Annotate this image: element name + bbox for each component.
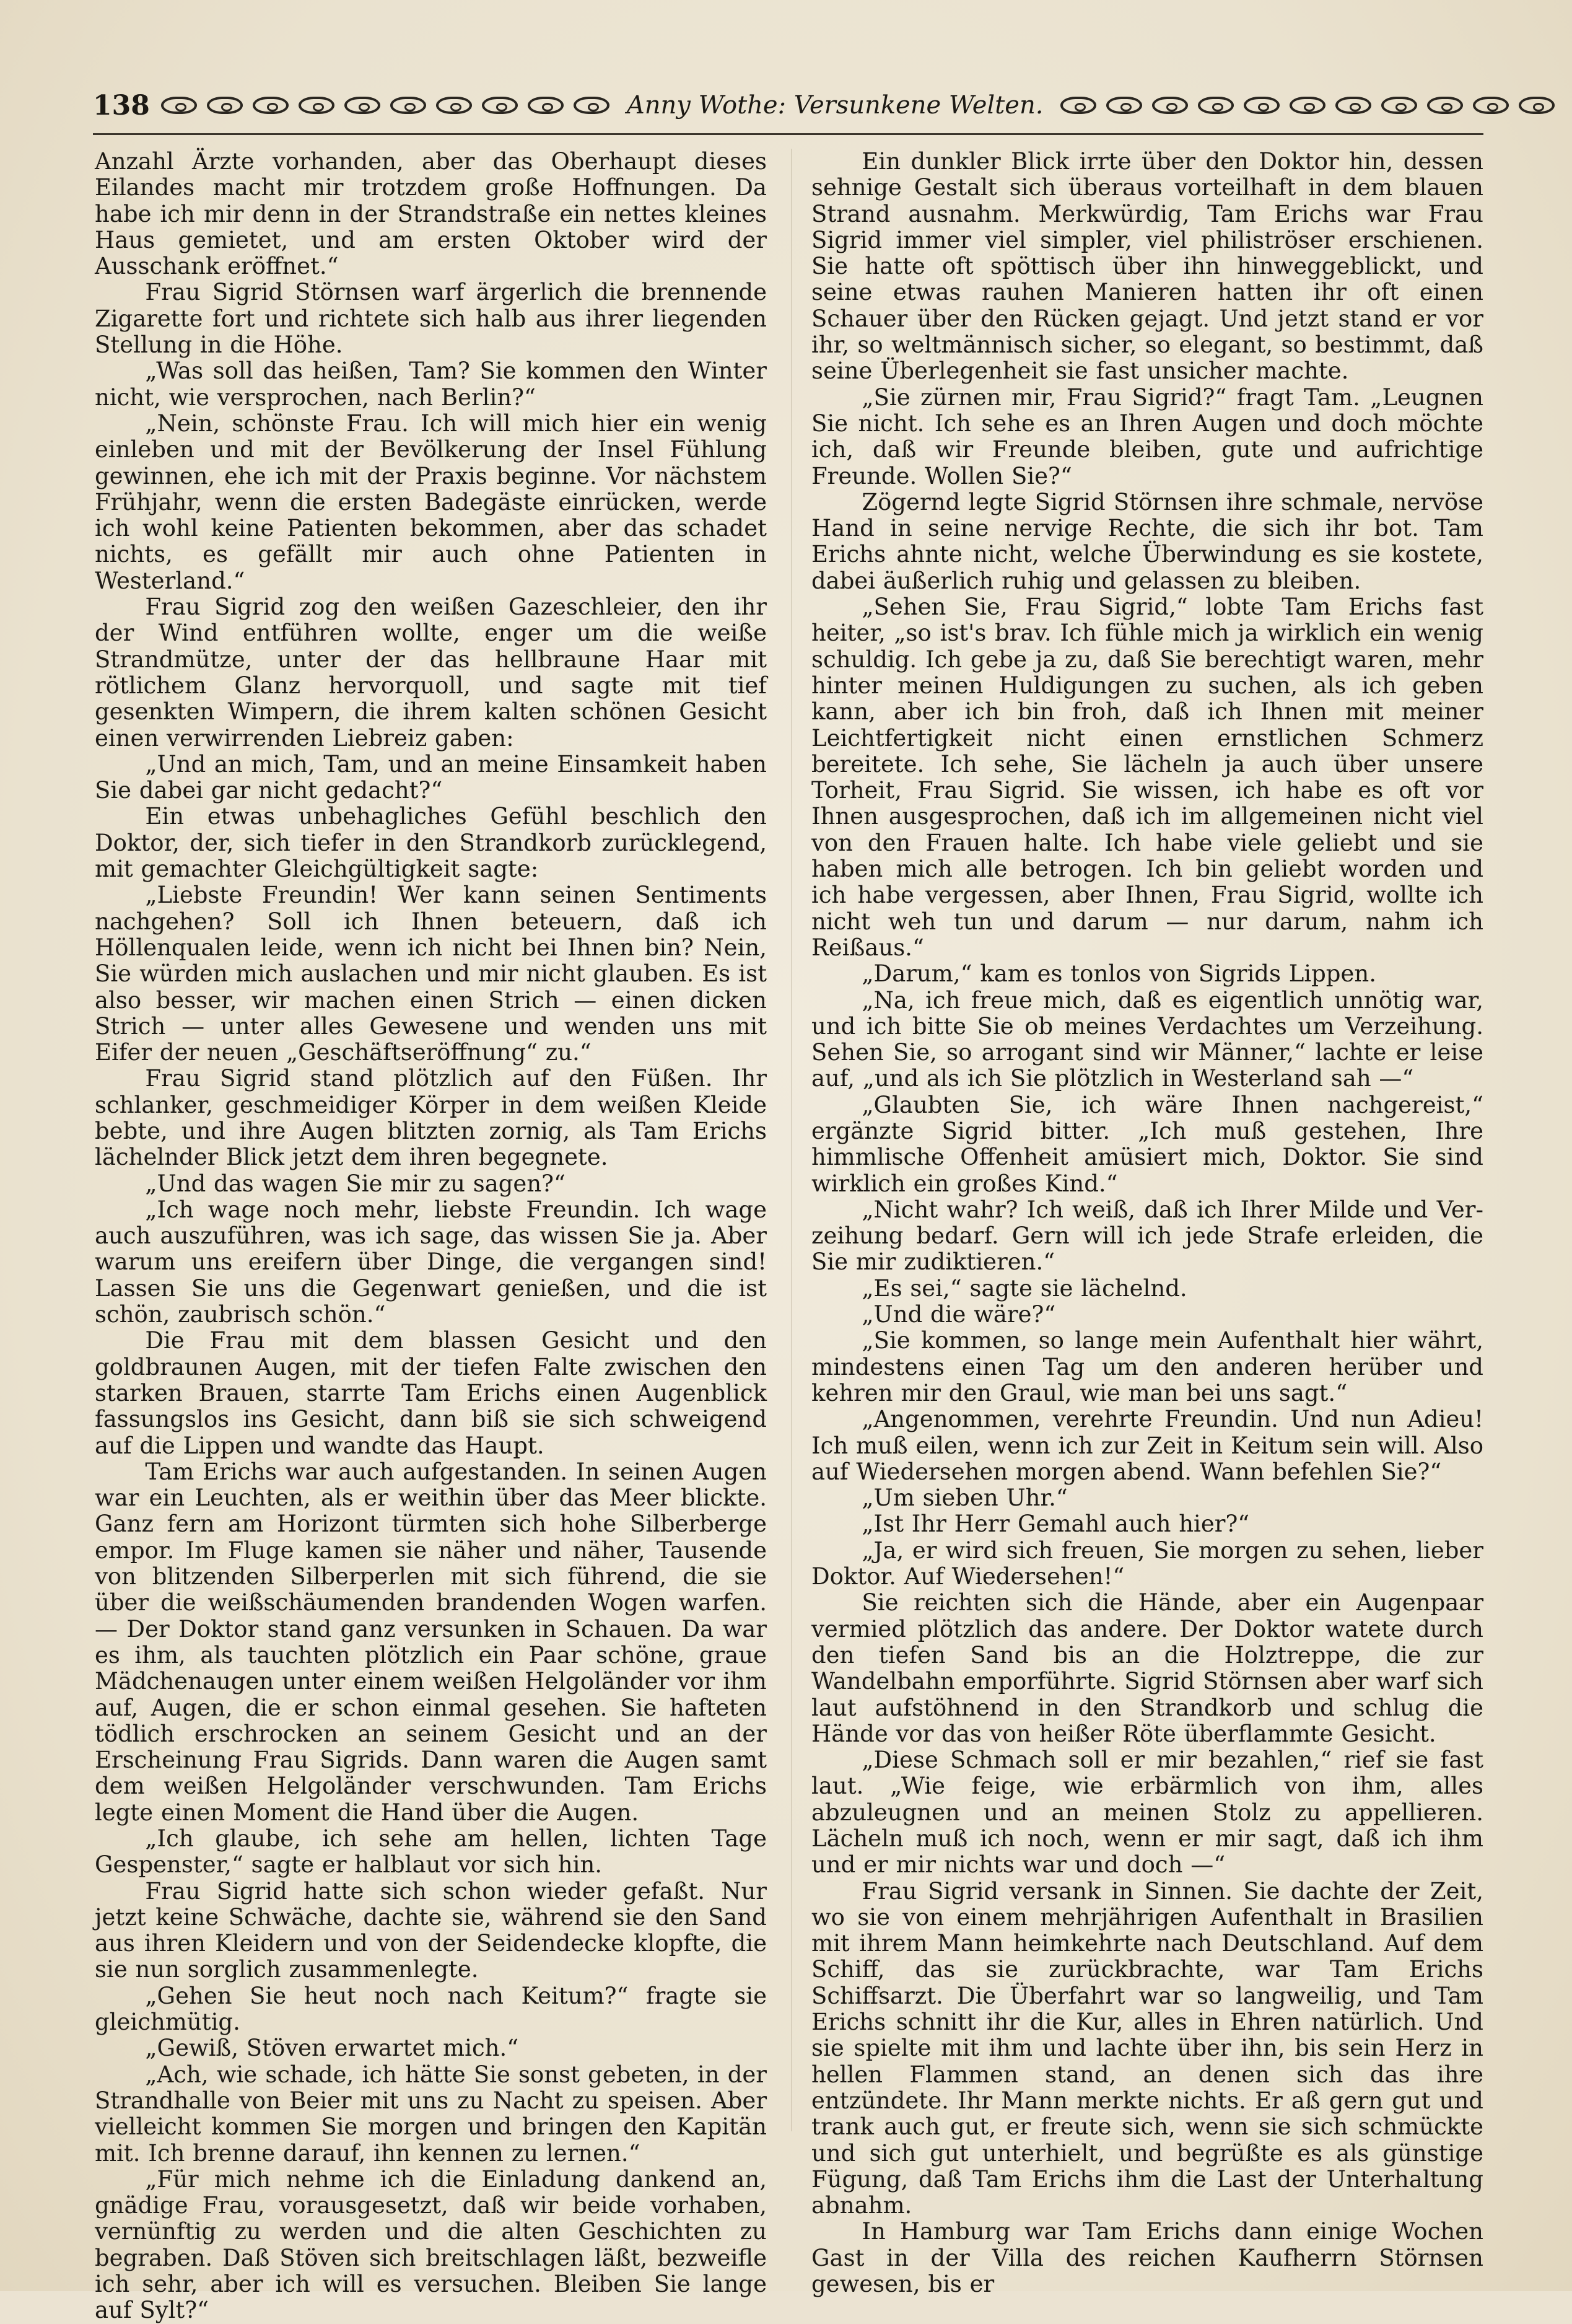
paragraph: Ein dunkler Blick irrte über den Doktor hin, dessen sehnige Gestalt sich überaus vorteilhaft in dem blauen Strand ausnahm. Merkwürdig, Tam Erichs war Frau Sigrid immer viel simpler, viel philiströser erschienen. Sie hatte oft spöttisch über ihn hinweggeblickt, und seine etwas rauhen Manieren hatten ihr oft einen Schauer über den Rücken gejagt. Und jetzt stand er vor ihr, so weltmännisch sicher, so elegant, so bestimmt, daß seine Überlegenheit sie fast unsicher machte.: [811, 148, 1483, 385]
ornament-icon: [1519, 97, 1555, 114]
paragraph: „Was soll das heißen, Tam? Sie kommen den Winter nicht, wie versprochen, nach Berlin?“: [95, 357, 767, 411]
paragraph: „Und die wäre?“: [862, 1301, 1056, 1328]
ornament-icon: [1152, 97, 1188, 114]
ornament-icon: [528, 97, 564, 114]
paragraph: „Gewiß, Stöven erwartet mich.“: [145, 2035, 519, 2062]
paragraph: „Ja, er wird sich freuen, Sie morgen zu sehen, lieber Doktor. Auf Wiedersehen!“: [811, 1537, 1483, 1590]
paragraph: „Ich wage noch mehr, liebste Freundin. Ich wage auch auszuführen, was ich sage, das wissen Sie ja. Aber warum uns ereifern über Dinge, die vergangen sind! Lassen Sie uns die Gegenwart genießen, und die ist schön, zaubrisch schön.“: [95, 1196, 767, 1328]
ornament-icon: [1198, 97, 1234, 114]
paragraph: Die Frau mit dem blassen Gesicht und den goldbraunen Augen, mit der tiefen Falte zwischen den starken Brauen, starrte Tam Erichs einen Augenblick fassungslos ins Gesicht, dann biß sie sich schweigend auf die Lippen und wandte das Haupt.: [95, 1327, 767, 1459]
paragraph: „Für mich nehme ich die Einladung dankend an, gnädige Frau, vorausgesetzt, daß wir beide vorhaben, vernünftig zu werden und die alten Geschichten zu begraben. Daß Stöven sich breitschlagen läßt, bezweifle ich sehr, aber ich will es versuchen. Bleiben Sie lange auf Sylt?“: [95, 2165, 767, 2324]
paragraph: „Sie kommen, so lange mein Aufenthalt hier währt, mindestens einen Tag um den anderen herüber und kehren mir den Graul, wie man bei uns sagt.“: [811, 1327, 1483, 1406]
ornament-icon: [1427, 97, 1463, 114]
page-header: [93, 87, 1483, 124]
paragraph: „Ach, wie schade, ich hätte Sie sonst gebeten, in der Strandhalle von Beier mit uns zu Nacht zu speisen. Aber vielleicht kommen Sie morgen und bringen den Kapitän mit. Ich brenne darauf, ihn kennen zu lernen.“: [95, 2061, 767, 2167]
paragraph: „Um sieben Uhr.“: [862, 1484, 1068, 1512]
paragraph: „Nicht wahr? Ich weiß, daß ich Ihrer Milde und Verzeihung bedarf. Gern will ich jede Strafe erleiden, die Sie mir zudiktieren.“: [811, 1196, 1483, 1276]
ornament-icon: [1106, 97, 1142, 114]
paragraph: „Gehen Sie heut noch nach Keitum?“ fragte sie gleichmütig.: [95, 1982, 767, 2036]
ornament-icon: [390, 97, 426, 114]
paragraph: „Angenommen, verehrte Freundin. Und nun Adieu! Ich muß eilen, wenn ich zur Zeit in Keitum sein will. Also auf Wiedersehen morgen abend. Wann befehlen Sie?“: [811, 1406, 1483, 1485]
ornament-icon: [344, 97, 380, 114]
paragraph: „Und an mich, Tam, und an meine Einsamkeit haben Sie dabei gar nicht gedacht?“: [95, 750, 767, 804]
ornament-row-right: [1060, 97, 1555, 114]
running-title: Anny Wothe: Versunkene Welten.: [626, 91, 1044, 120]
paragraph: Frau Sigrid Störnsen warf ärgerlich die brennende Zigarette fort und richtete sich halb aus ihrer liegenden Stellung in die Höhe.: [95, 279, 767, 359]
ornament-icon: [1335, 97, 1371, 114]
paragraph: „Und das wagen Sie mir zu sagen?“: [145, 1170, 565, 1197]
ornament-icon: [253, 97, 289, 114]
header-rule: [93, 133, 1483, 135]
paragraph: Frau Sigrid versank in Sinnen. Sie dachte der Zeit, wo sie von einem mehrjährigen Aufenthalt in Brasilien mit ihrem Mann heimkehrte nach Deutschland. Auf dem Schiff, das sie zurückbrachte, war Tam Erichs Schiffsarzt. Die Überfahrt war so langweilig, und Tam Erichs schnitt ihr die Kur, alles in Ehren natürlich. Und sie spielte mit ihm und lachte über ihn, bis sein Herz in hellen Flammen stand, an denen sich das ihre entzündete. Ihr Mann merkte nichts. Er aß gern gut und trank auch gut, er freute sich, wenn sie sich schmückte und sich gut unterhielt, und begrüßte es als günstige Fügung, daß Tam Erichs ihm die Last der Unterhaltung abnahm.: [811, 1877, 1483, 2219]
paragraph: „Es sei,“ sagte sie lächelnd.: [862, 1274, 1187, 1302]
paragraph: „Sie zürnen mir, Frau Sigrid?“ fragt Tam. „Leugnen Sie nicht. Ich sehe es an Ihren Augen und doch möchte ich, daß wir Freunde bleiben, gute und aufrichtige Freunde. Wollen Sie?“: [811, 384, 1483, 489]
paragraph: „Darum,“ kam es tonlos von Sigrids Lippen.: [862, 960, 1376, 988]
ornament-row-left: [161, 97, 609, 114]
paragraph: Zögernd legte Sigrid Störnsen ihre schmale, nervöse Hand in seine nervige Rechte, die sich ihr bot. Tam Erichs ahnte nicht, welche Überwindung es sie kostete, dabei äußerlich ruhig und gelassen zu bleiben.: [811, 488, 1483, 594]
ornament-icon: [574, 97, 609, 114]
ornament-icon: [207, 97, 243, 114]
paragraph: Tam Erichs war auch aufgestanden. In seinen Augen war ein Leuchten, als er weithin über das Meer blickte. Ganz fern am Horizont türmten sich hohe Silberberge empor. Im Fluge kamen sie näher und näher, Tausende von blitzenden Silberperlen mit sich führend, die sie über die weißschäumenden brandenden Wogen warfen. — Der Doktor stand ganz versunken in Schauen. Da war es ihm, als tauchten plötzlich ein Paar schöne, graue Mädchenaugen unter einem weißen Helgoländer vor ihm auf, Augen, die er schon einmal gesehen. Sie hafteten tödlich erschrocken an seinem Gesicht und an der Erscheinung Frau Sigrids. Dann waren die Augen samt dem weißen Helgoländer verschwunden. Tam Erichs legte einen Moment die Hand über die Augen.: [95, 1458, 767, 1826]
text-column-left: [95, 149, 767, 2324]
ornament-icon: [161, 97, 197, 114]
paragraph: „Diese Schmach soll er mir bezahlen,“ rief sie fast laut. „Wie feige, wie erbärmlich von ihm, alles abzuleugnen und an meinen Stolz zu appellieren. Lächeln muß ich noch, wenn er mir sagt, daß ich ihm und er mir nichts war und doch —“: [811, 1747, 1483, 1879]
ornament-icon: [482, 97, 518, 114]
paragraph: Anzahl Ärzte vorhanden, aber das Oberhaupt dieses Eilandes macht mir trotzdem große Hoffnungen. Da habe ich mir denn in der Strandstraße ein nettes kleines Haus gemietet, und am ersten Oktober wird der Ausschank eröffnet.“: [95, 148, 767, 280]
ornament-icon: [1244, 97, 1280, 114]
text-column-right: [811, 149, 1483, 2297]
paragraph: „Na, ich freue mich, daß es eigentlich unnötig war, und ich bitte Sie ob meines Verdachtes um Verzeihung. Sehen Sie, so arrogant sind wir Männer,“ lachte er leise auf, „und als ich Sie plötzlich in Westerland sah —“: [811, 986, 1483, 1092]
ornament-icon: [299, 97, 334, 114]
ornament-icon: [1381, 97, 1417, 114]
paragraph: „Sehen Sie, Frau Sigrid,“ lobte Tam Erichs fast heiter, „so ist's brav. Ich fühle mich ja wirklich ein wenig schuldig. Ich gebe ja zu, daß Sie berechtigt waren, mehr hinter meinen Huldigungen zu suchen, als ich geben kann, aber ich bin froh, daß ich Ihnen mit meiner Leichtfertigkeit nicht einen ernstlichen Schmerz bereitete. Ich sehe, Sie lächeln ja auch über unsere Torheit, Frau Sigrid. Sie wissen, ich habe es oft vor Ihnen ausgesprochen, daß ich im allgemeinen nicht viel von den Frauen halte. Ich habe viele geliebt und sie haben mich alle betrogen. Ich bin geliebt worden und ich habe vergessen, aber Ihnen, Frau Sigrid, wollte ich nicht weh tun und darum — nur darum, nahm ich Reißaus.“: [811, 594, 1483, 961]
paragraph: „Ist Ihr Herr Gemahl auch hier?“: [862, 1511, 1250, 1538]
paragraph: „Ich glaube, ich sehe am hellen, lichten Tage Gespenster,“ sagte er halblaut vor sich hin.: [95, 1825, 767, 1879]
page-number: 138: [93, 89, 150, 121]
ornament-icon: [1060, 97, 1096, 114]
ornament-icon: [1473, 97, 1509, 114]
ornament-icon: [1290, 97, 1325, 114]
paragraph: „Liebste Freundin! Wer kann seinen Sentiments nachgehen? Soll ich Ihnen beteuern, daß ich Höllenqualen leide, wenn ich nicht bei Ihnen bin? Nein, Sie würden mich auslachen und mir nicht glauben. Es ist also besser, wir machen einen Strich — einen dicken Strich — unter alles Gewesene und wenden uns mit Eifer der neuen „Geschäftseröffnung“ zu.“: [95, 882, 767, 1066]
paragraph: Ein etwas unbehagliches Gefühl beschlich den Doktor, der, sich tiefer in den Strandkorb zurücklegend, mit gemachter Gleichgültigkeit sagte:: [95, 803, 767, 883]
paragraph: „Glaubten Sie, ich wäre Ihnen nachgereist,“ ergänzte Sigrid bitter. „Ich muß gestehen, Ihre himmlische Offenheit amüsiert mich, Doktor. Sie sind wirklich ein großes Kind.“: [811, 1091, 1483, 1197]
paragraph: „Nein, schönste Frau. Ich will mich hier ein wenig einleben und mit der Bevölkerung der Insel Fühlung gewinnen, ehe ich mit der Praxis beginne. Vor nächstem Frühjahr, wenn die ersten Badegäste einrücken, werde ich wohl keine Patienten bekommen, aber das schadet nichts, es gefällt mir auch ohne Patienten in Westerland.“: [95, 410, 767, 594]
paragraph: Frau Sigrid zog den weißen Gazeschleier, den ihr der Wind entführen wollte, enger um die weiße Strandmütze, unter der das hellbraune Haar mit rötlichem Glanz hervorquoll, und sagte mit tief gesenkten Wimpern, die ihrem kalten schönen Gesicht einen verwirrenden Liebreiz gaben:: [95, 594, 767, 752]
ornament-icon: [436, 97, 472, 114]
paragraph: Frau Sigrid hatte sich schon wieder gefaßt. Nur jetzt keine Schwäche, dachte sie, während sie den Sand aus ihren Kleidern und von der Seidendecke klopfte, die sie nun sorglich zusammenlegte.: [95, 1877, 767, 1983]
paragraph: Sie reichten sich die Hände, aber ein Augenpaar vermied plötzlich das andere. Der Doktor watete durch den tiefen Sand bis an die Holztreppe, die zur Wandelbahn emporführte. Sigrid Störnsen aber warf sich laut aufstöhnend in den Strandkorb und schlug die Hände vor das von heißer Röte überflammte Gesicht.: [811, 1589, 1483, 1747]
paragraph: Frau Sigrid stand plötzlich auf den Füßen. Ihr schlanker, geschmeidiger Körper in dem weißen Kleide bebte, und ihre Augen blitzten zornig, als Tam Erichs lächelnder Blick jetzt dem ihren begegnete.: [95, 1065, 767, 1171]
paragraph: In Hamburg war Tam Erichs dann einige Wochen Gast in der Villa des reichen Kaufherrn Störnsen gewesen, bis er: [811, 2218, 1483, 2298]
